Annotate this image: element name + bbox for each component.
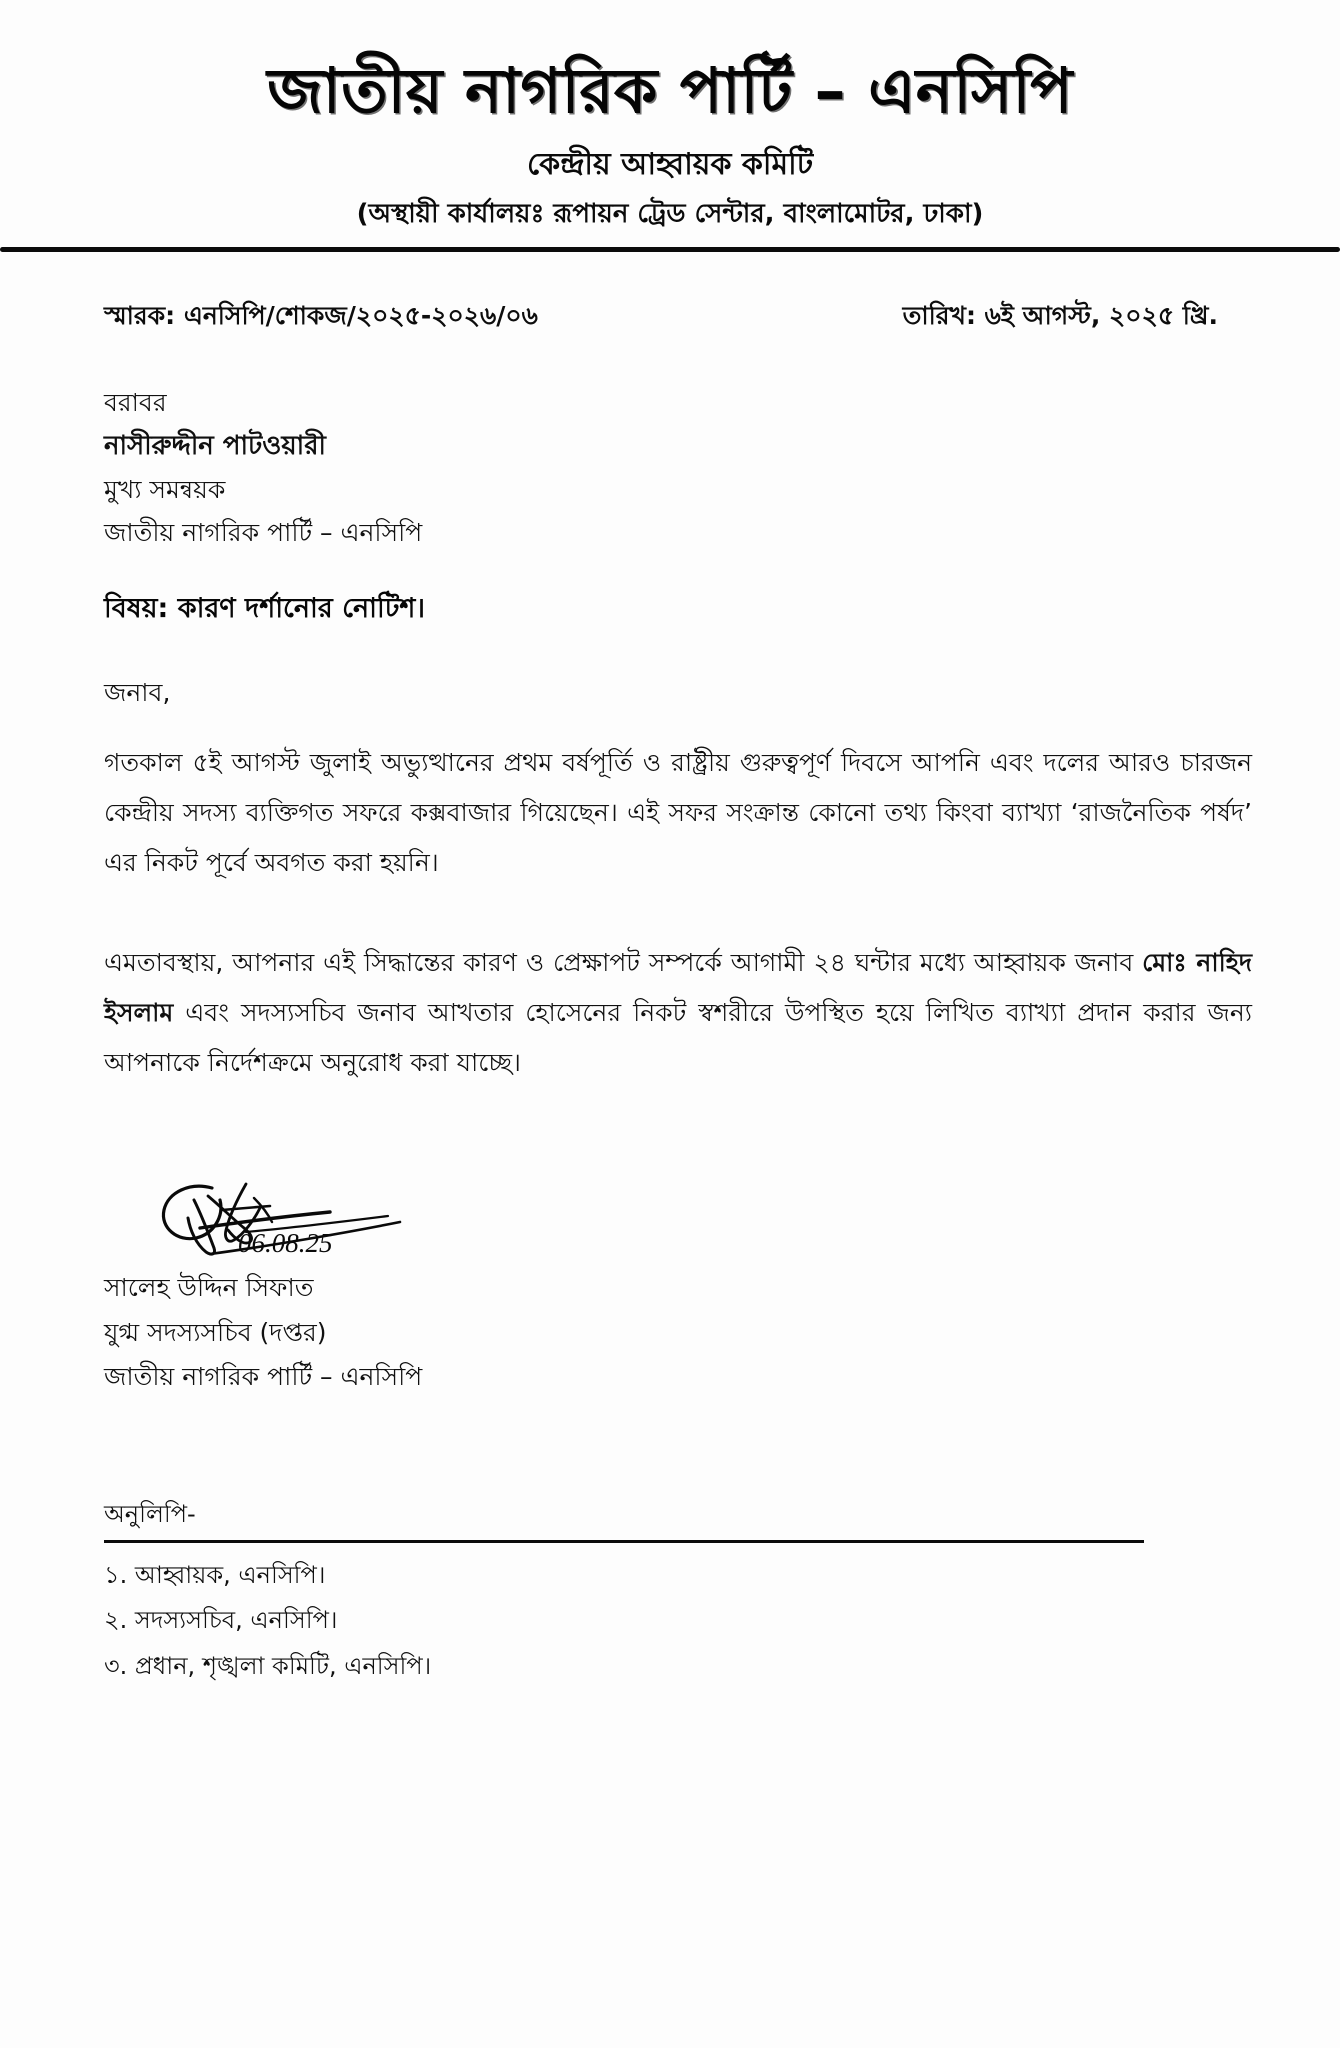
list-item: ২. সদস্যসচিব, এনসিপি। [104,1606,338,1635]
subject-line: বিষয়: কারণ দর্শানোর নোটিশ। [104,593,426,625]
salutation: জনাব, [104,678,171,708]
body-paragraph-2 [104,938,1252,1088]
addressee-designation: মুখ্য সমন্বয়ক [104,475,226,505]
organization-title: জাতীয় নাগরিক পার্টি – এনসিপি [267,54,1073,127]
addressee-organization: জাতীয় নাগরিক পার্টি – এনসিপি [104,518,423,548]
signature-date-text: 06.08.25 [238,1228,333,1259]
addressee-name: নাসীরুদ্দীন পাটওয়ারী [104,430,326,461]
copies-divider [104,1540,1144,1543]
list-item: ১. আহ্বায়ক, এনসিপি। [104,1560,326,1589]
header-divider [0,247,1340,252]
list-item: ৩. প্রধান, শৃঙ্খলা কমিটি, এনসিপি। [104,1652,432,1681]
addressee-to-label: বরাবর [104,387,167,417]
handwritten-signature [150,1166,570,1262]
document-body [0,296,1340,1690]
paragraph-2-part-1: এমতাবস্থায়, আপনার এই সিদ্ধান্তের কারণ ও প্রেক্ষাপট সম্পর্কে আগামী ২৪ ঘন্টার মধ্যে আহ্বায়ক জনাব [104,948,1143,978]
committee-name: কেন্দ্রীয় আহ্বায়ক কমিটি [526,147,814,183]
signatory-name: সালেহ উদ্দিন সিফাত [104,1273,314,1303]
convener-name-emphasis: মোঃ নাহিদ ইসলাম [104,948,1252,1028]
signatory-organization: জাতীয় নাগরিক পার্টি – এনসিপি [104,1362,423,1392]
signature-block [104,1166,1252,1400]
copies-label: অনুলিপি- [104,1499,196,1528]
office-address: (অস্থায়ী কার্যালয়ঃ রূপায়ন ট্রেড সেন্টার, বাংলামোটর, ঢাকা) [356,199,984,230]
memo-meta-row [104,296,1252,339]
copies-list [104,1553,1252,1690]
reference-number: স্মারক: এনসিপি/শোকজ/২০২৫-২০২৬/০৬ [104,300,538,330]
copy-distribution-block [104,1496,1252,1690]
document-date: তারিখ: ৬ই আগস্ট, ২০২৫ খ্রি. [902,300,1218,330]
paragraph-2-part-2: এবং সদস্যসচিব জনাব আখতার হোসেনের নিকট স্বশরীরে উপস্থিত হয়ে লিখিত ব্যাখ্যা প্রদান করার জন্য আপনাকে নির্দেশক্রমে অনুরোধ করা যাচ্ছে। [104,998,1252,1078]
letterhead [0,0,1340,231]
addressee-block [104,381,1252,555]
signatory-details [104,1266,1252,1400]
body-paragraph-1: গতকাল ৫ই আগস্ট জুলাই অভ্যুত্থানের প্রথম বর্ষপূর্তি ও রাষ্ট্রীয় গুরুত্বপূর্ণ দিবসে আপনি এবং দলের আরও চারজন কেন্দ্রীয় সদস্য ব্যক্তিগত সফরে কক্সবাজার গিয়েছেন। এই সফর সংক্রান্ত কোনো তথ্য কিংবা ব্যাখ্যা ‘রাজনৈতিক পর্ষদ’ এর নিকট পূর্বে অবগত করা হয়নি। [104,748,1252,878]
signatory-designation: যুগ্ম সদস্যসচিব (দপ্তর) [104,1317,327,1347]
